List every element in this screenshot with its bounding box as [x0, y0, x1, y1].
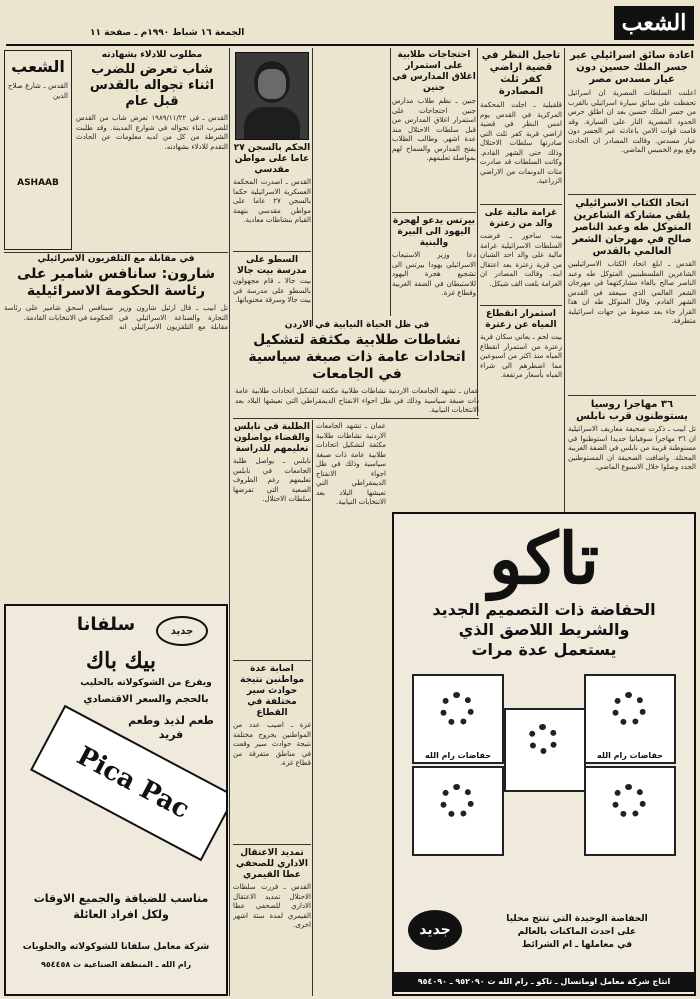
ad-line: طعم لذيذ وطعم فريد: [128, 714, 214, 741]
diaper-pack: [584, 766, 676, 856]
ad-brand-ar: سلفانا: [76, 614, 136, 635]
ad-footer: على احدث الماكنات بالعالم: [517, 927, 637, 937]
diaper-pack: [412, 674, 504, 764]
section-kicker: في ظل الحياة النيابية في الاردن: [284, 320, 430, 330]
jordan-section: [235, 320, 479, 416]
article-body: تل ابيب ـ قال ارئيل شارون وزير التجارة والصناعة الاسرائيلي في مقابلة مع التلفزيون الاسرائيلي انه سينافس اسحق شامير على رئاسة الحكومة في الانتخابات القادمة.: [4, 304, 228, 331]
article-body: نابلس ـ يواصل طلبة الجامعات في نابلس تعليمهم رغم الظروف الصعبة التي تفرضها سلطات الاحتلال.: [233, 457, 311, 503]
ad-line: ويفرع من الشوكولاته بالحليب: [80, 678, 212, 688]
article-body: قلقيلية ـ اجلت المحكمة المركزية في القدس يوم امس النظر في قضية اراضي قرية كفر ثلث التي صادرتها سلطات الاحتلال وذلك حتى الشهر القادم. وكانت السلطات قد صادرت مئات الدونمات من الاراضي الزراعية.: [480, 101, 562, 185]
ad-brand: تاكو: [488, 517, 600, 600]
article-body: عمان ـ تشهد الجامعات الاردنية نشاطات طلابية مكثفة لتشكيل اتحادات طلابية عامة ذات صبغة سياسية وذلك في ظل اجواء الانفتاح الديمقراطي التي تعيشها البلاد بعد الانتخابات النيابية.: [316, 422, 386, 506]
article-body: القدس ـ ابلغ اتحاد الكتاب الاسرائيليين الشاعرين الفلسطينيين المتوكل طه وعبد الناصر صالح بالغاء مشاركتهما في مهرجان الشعر العالمي الذي سيعقد في القدس الشهر القادم. وقال المتوكل طه ان هذا القرار جاء بعد ضغوط من جهات اسرائيلية متطرفة.: [568, 260, 696, 325]
article-body: جنين ـ نظم طلاب مدارس جنين احتجاجات على استمرار اغلاق المدارس من قبل سلطات الاحتلال منذ عدة اشهر. وطالب الطلاب بفتح المدارس والسماح لهم بمواصلة تعليمهم.: [392, 97, 476, 162]
pack-label: حفاضات رام الله: [597, 751, 663, 760]
ad-footer: الحفاضة الوحيدة التي تنتج محليا: [506, 914, 648, 924]
ad-footer: ولكل افراد العائلة: [73, 908, 169, 921]
diaper-pack: [504, 708, 586, 792]
article-body: القدس ـ اصدرت المحكمة العسكرية الاسرائيلية حكما بالسجن ٢٧ عاما على مواطن مقدسي بتهمة القيام بنشاطات معادية.: [233, 178, 311, 224]
ad-line: يستعمل عدة مرات: [471, 640, 617, 659]
pack-label: حفاضات رام الله: [425, 751, 491, 760]
article-body: القدس ـ قررت سلطات الاحتلال تمديد الاعتقال الاداري للصحفي عطا القيمري لمدة ستة اشهر اخرى.: [233, 883, 311, 929]
article-body: القدس ـ في ١٩٨٩/١١/٢٢ تعرض شاب من القدس للضرب اثناء تجواله في شوارع المدينة. وقد طلبت الشرطة من كل من لديه معلومات عن الحادث التقدم للادلاء بشهادته.: [76, 114, 228, 151]
col-r2: [480, 50, 562, 416]
col-r4-lower: [233, 420, 311, 996]
article-headline: شارون: سانافس شامير على رئاسة الحكومة الاسرائيلية: [16, 266, 215, 299]
masthead: الشعب: [614, 6, 694, 40]
ad-picapac: [4, 604, 228, 996]
article-body: اعلنت السلطات المصرية ان اسرائيل تحفظت على سائق سيارة اسرائيلي بالقرب من جسر الملك حسين بعد ان اطلق حرس الحدود المصرية النار على السيارة. وقد قامت قوات الامن باعادته عبر الجسر دون عيار مسدس. وقالت المصادر ان الحادث وقع يوم الخميس الماضي.: [568, 89, 696, 154]
header-strip: [0, 0, 700, 50]
masthead-latin: ASHAAB: [17, 178, 59, 188]
article-headline: احتجاجات طلابية على استمرار اغلاق المدارس في جنين: [392, 50, 476, 93]
date-line: الجمعة ١٦ شباط ١٩٩٠م ـ صفحة ١١: [90, 28, 245, 38]
ad-line: والشريط اللاصق الذي: [458, 620, 630, 639]
ad-footer: انتاج شركة معامل اومانسال ـ تاكو ـ رام الله ت ٩٥٢٠٩٠ ـ ٩٥٤٠٩٠: [394, 972, 694, 992]
col-r4: [233, 50, 311, 320]
small-masthead: الشعب: [11, 57, 65, 76]
article-body: بيت لحم ـ يعاني سكان قرية زعترة من استمرار انقطاع المياه منذ اكثر من اسبوعين مما اضطرهم الى شراء المياه بأسعار مرتفعة.: [480, 333, 562, 379]
article-body: دعا وزير الاستيعاب الاسرائيلي يهودا بيرتس الى تشجيع هجرة اليهود للاستيطان في الضفة الغربية وقطاع غزة.: [392, 251, 476, 297]
article-headline: ٣٦ مهاجرا روسيا يستوطنون قرب نابلس: [576, 399, 688, 422]
article-body: بيت ساحور ـ فرضت السلطات الاسرائيلية غرامة مالية على والد احد الشبان من قرية زعترة بعد اعتقال ابنه. وقالت المصادر ان الغرامة بلغت الف شيكل.: [480, 232, 562, 288]
article-headline: تأجيل النظر في قضية اراضي كفر ثلث المصادرة: [481, 50, 561, 97]
article-headline: غرامة مالية على والد من زعترة: [484, 208, 558, 229]
article-headline: السطو على مدرسة بيت جالا: [237, 255, 307, 276]
article-kicker: مطلوب للادلاء بشهادته: [101, 50, 203, 60]
article-headline: اصابة عدة مواطنين نتيجة حوادث سير مختلفة في القطاع: [239, 664, 305, 718]
ad-footer: رام الله ـ المنطقة الصناعية ت ٩٥٤٤٥٨: [40, 960, 192, 969]
col-right: [568, 50, 696, 570]
ad-brand-latin: Pica Pac: [71, 740, 195, 826]
article-body: تل ابيب ـ ذكرت صحيفة معاريف الاسرائيلية ان ٣٦ مهاجرا سوفياتيا جديدا استوطنوا في مستوطنة قريبة من نابلس في الضفة الغربية المحتلة. واضافت الصحيفة ان المستوطنين الجدد وصلوا خلال الاسبوع الماضي.: [568, 425, 696, 471]
article-headline: اتحاد الكتاب الاسرائيلي يلقي مشاركة الشاعرين المتوكل طه وعبد الناصر صالح في مهرجان الشعر العالمي بالقدس: [572, 198, 692, 257]
col-left-sharon: [4, 254, 228, 600]
diaper-pack: [412, 766, 504, 856]
article-headline: نشاطات طلابية مكثفة لتشكيل اتحادات عامة ذات صبغة سياسية في الجامعات: [248, 332, 466, 382]
ad-footer: شركة معامل سلفانا للشوكولاته والحلويات: [22, 942, 210, 952]
article-headline: اعادة سائق اسرائيلي عبر جسر الملك حسين دون عيار مسدس مصر: [570, 50, 694, 85]
article-headline: تمديد الاعتقال الاداري للصحفي عطا القيمري: [235, 848, 309, 880]
ad-line: بيك باك: [86, 648, 156, 674]
ad-line: بالحجم والسعر الاقتصادي: [83, 694, 209, 705]
article-body: غزة ـ اصيب عدد من المواطنين بجروح مختلفة نتيجة حوادث سير وقعت في مناطق متفرقة من قطاع غزة.: [233, 721, 311, 767]
section-kicker: في مقابلة مع التلفزيون الاسرائيلي: [37, 254, 195, 264]
article-headline: استمرار انقطاع المياه عن زعترة: [485, 309, 557, 330]
new-badge: جديد: [408, 910, 462, 950]
article-headline: الطلبة في نابلس والقضاء يواصلون تعليمهم للدراسة: [233, 422, 311, 454]
article-headline: شاب تعرض للضرب اثناء تجواله بالقدس قبل عام: [89, 62, 215, 109]
diaper-pack: [584, 674, 676, 764]
small-masthead-box: [4, 50, 72, 250]
photo-caption: الحكم بالسجن ٢٧ عاما على مواطن مقدسي: [233, 143, 311, 175]
product-grid: [404, 668, 684, 858]
col-r3-top: [392, 50, 476, 316]
chocolate-bar-image: [16, 716, 228, 866]
ad-taco: [392, 512, 696, 996]
ad-footer: في معاملها ـ ام الشرائط: [521, 940, 633, 950]
article-body: بيت جالا ـ قام مجهولون بالسطو على مدرسة في بيت جالا وسرقة محتوياتها.: [233, 277, 311, 304]
ad-tag-badge: جديد: [156, 616, 208, 646]
masthead-address: القدس ـ شارع صلاح الدين: [8, 82, 68, 100]
article-headline: بيرتس يدعو لهجرة اليهود الى البيرة والبنية: [392, 216, 476, 248]
col-r3-lower: [316, 422, 386, 994]
ad-footer: مناسب للضيافة والجميع الاوقات: [33, 892, 209, 905]
col-left-top: [76, 50, 228, 250]
ad-line: الحفاضة ذات التصميم الجديد: [432, 600, 656, 619]
article-body: عمان ـ تشهد الجامعات الاردنية نشاطات طلابية مكثفة لتشكيل اتحادات طلابية عامة ذات صبغة سياسية وذلك في ظل اجواء الانفتاح الديمقراطي التي تعيشها البلاد بعد الانتخابات النيابية.: [235, 387, 479, 414]
photo-portrait: [235, 52, 309, 140]
